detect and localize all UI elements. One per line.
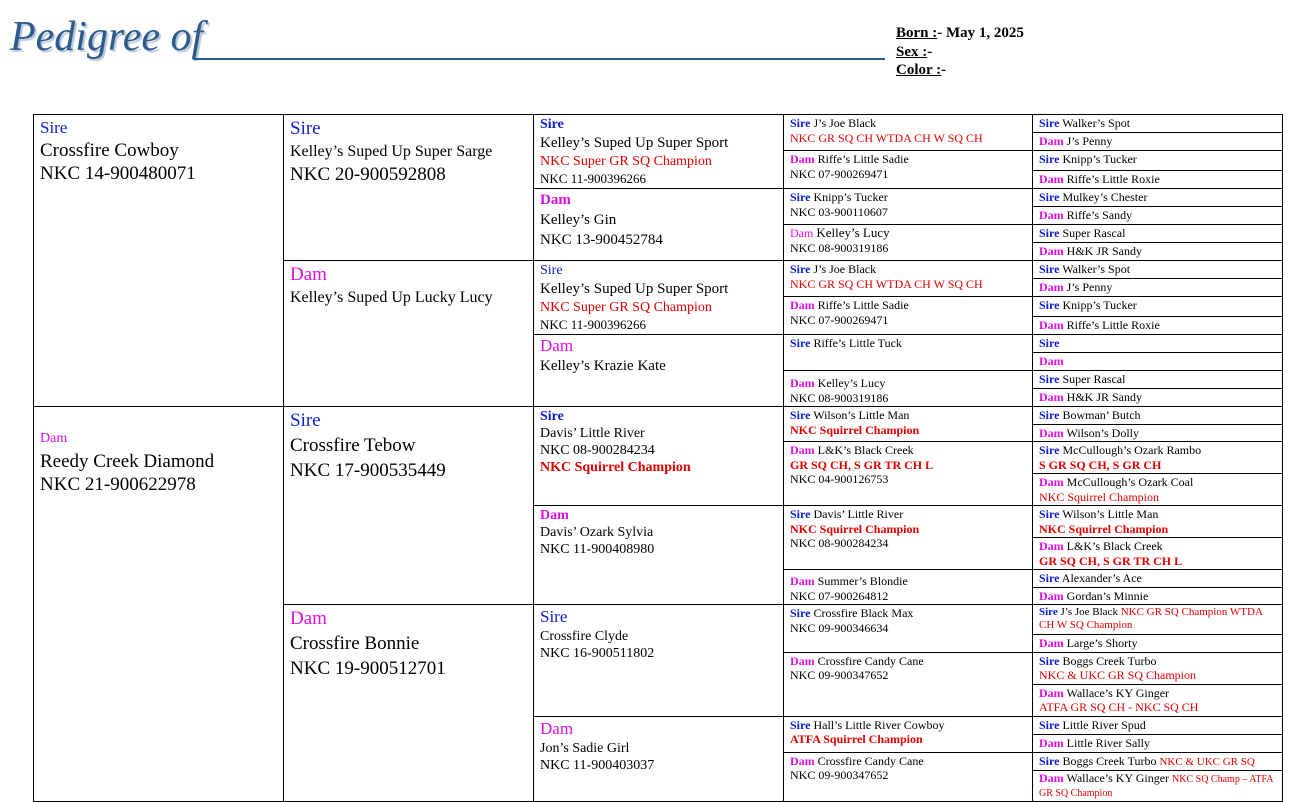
color-value: - [941, 62, 947, 78]
sire-label: Sire [790, 408, 811, 422]
g5-title: NKC Squirrel Champion [1039, 521, 1169, 536]
dam-label: Dam [790, 653, 815, 668]
g4-title: NKC Squirrel Champion [790, 422, 920, 437]
g5-cell [1033, 133, 1283, 151]
g5-title: NKC Squirrel Champion [1039, 489, 1159, 504]
g5-name: Riffe’s Sandy [1066, 208, 1133, 222]
g5-cell [1033, 225, 1283, 243]
g5-title: NKC SQ Champ – ATFA GR SQ Champion [1039, 774, 1273, 799]
g5-cell [1033, 297, 1283, 317]
g4-cell [784, 442, 1033, 506]
sire-label: Sire [1039, 372, 1060, 386]
sire-label: Sire [540, 409, 564, 424]
dam-label: Dam [790, 753, 815, 768]
sire-label: Sire [1039, 443, 1060, 457]
g5-title: NKC GR SQ Champion WTDA CH W SQ Champion [1039, 606, 1263, 631]
dam-label: Dam [1039, 244, 1064, 258]
g4-reg: NKC 07-900269471 [790, 312, 889, 327]
g3-sss-cell [534, 115, 784, 189]
g2-dd-reg: NKC 19-900512701 [290, 658, 446, 679]
sire-label: Sire [790, 507, 811, 521]
g5-cell [1033, 261, 1283, 279]
sire-label: Sire [1039, 190, 1060, 204]
dam-label: Dam [790, 152, 815, 166]
g4-name: Wilson’s Little Man [813, 408, 910, 422]
g3-dss-cell [534, 407, 784, 506]
g5-cell [1033, 115, 1283, 133]
g5-name: Bowman’ Butch [1062, 408, 1141, 422]
sire-label: Sire [790, 717, 811, 732]
g4-reg: NKC 07-900264812 [790, 588, 889, 603]
g3-sds-cell [534, 261, 784, 335]
g4-reg: NKC 09-900347652 [790, 668, 889, 682]
name-blank-line [193, 58, 885, 60]
color-label: Color : [896, 62, 942, 78]
g5-title: ATFA GR SQ CH - NKC SQ CH [1039, 700, 1199, 714]
g5-cell [1033, 171, 1283, 189]
g4-name: Davis’ Little River [813, 507, 904, 521]
g4-cell [784, 225, 1033, 261]
g3-dds-cell [534, 605, 784, 717]
g5-name: J’s Penny [1066, 280, 1113, 294]
sire-label: Sire [1039, 298, 1060, 312]
g5-cell [1033, 771, 1283, 802]
g4-cell [784, 605, 1033, 653]
g5-title: NKC & UKC GR SQ [1159, 755, 1255, 768]
g1-sire-cell [34, 115, 284, 407]
g5-name: Wilson’s Dolly [1066, 425, 1139, 440]
dam-label: Dam [1039, 280, 1064, 294]
sire-label: Sire [40, 118, 68, 137]
dam-label: Dam [790, 226, 814, 240]
g4-name: Kelley’s Lucy [816, 225, 890, 240]
sire-label: Sire [1039, 408, 1060, 422]
g4-reg: NKC 07-900269471 [790, 166, 889, 181]
born-value: - May 1, 2025 [937, 25, 1024, 41]
pedigree-table [33, 114, 1283, 802]
g5-cell [1033, 243, 1283, 261]
dam-label: Dam [1039, 134, 1064, 148]
g5-cell [1033, 734, 1283, 752]
dam-label: Dam [790, 443, 815, 457]
dam-label: Dam [540, 718, 574, 738]
g5-cell [1033, 389, 1283, 407]
g5-cell [1033, 570, 1283, 588]
g4-cell [784, 716, 1033, 752]
g4-name: J’s Joe Black [813, 262, 877, 276]
g4-title: ATFA Squirrel Champion [790, 732, 923, 746]
g5-name: Walker’s Spot [1062, 116, 1131, 130]
g5-name: Knipp’s Tucker [1062, 152, 1137, 166]
g4-cell [784, 652, 1033, 716]
sire-label: Sire [1039, 116, 1060, 130]
g3-dds-reg: NKC 16-900511802 [540, 646, 655, 661]
g3-dss-name: Davis’ Little River [540, 426, 645, 441]
g1-dam-name: Reedy Creek Diamond [40, 451, 215, 472]
g3-ddd-reg: NKC 11-900403037 [540, 757, 655, 773]
g5-name: Riffe’s Little Roxie [1066, 172, 1160, 186]
g5-cell [1033, 279, 1283, 297]
g5-name: Super Rascal [1062, 372, 1126, 386]
g4-cell [784, 407, 1033, 442]
g1-sire-name: Crossfire Cowboy [40, 140, 179, 161]
sex-label: Sex : [896, 44, 928, 60]
sire-label: Sire [1039, 226, 1060, 240]
dam-label: Dam [1039, 318, 1064, 332]
g4-name: Kelley’s Lucy [817, 376, 886, 390]
dam-label: Dam [1039, 390, 1064, 404]
g4-name: Hall’s Little River Cowboy [813, 717, 945, 732]
sire-label: Sire [1039, 717, 1060, 732]
g4-title: NKC GR SQ CH WTDA CH W SQ CH [790, 276, 983, 291]
g5-name: J’s Penny [1066, 134, 1113, 148]
g5-cell [1033, 752, 1283, 771]
g3-ssd-cell [534, 189, 784, 261]
g3-sds-reg: NKC 11-900396266 [540, 317, 647, 332]
g4-title: NKC GR SQ CH WTDA CH W SQ CH [790, 130, 983, 145]
g2-dd-name: Crossfire Bonnie [290, 633, 420, 654]
dam-label: Dam [790, 376, 815, 390]
dam-label: Dam [290, 608, 327, 629]
dam-label: Dam [1039, 354, 1064, 368]
g5-cell [1033, 371, 1283, 389]
sire-label: Sire [1039, 571, 1060, 585]
g5-name: Mulkey’s Chester [1062, 190, 1148, 204]
g4-reg: NKC 08-900319186 [790, 390, 889, 405]
g3-ddd-cell [534, 716, 784, 802]
g2-ss-cell [284, 115, 534, 261]
g5-name: Riffe’s Little Roxie [1066, 318, 1160, 332]
g5-name: J’s Joe Black [1060, 606, 1118, 618]
born-field [896, 24, 1024, 42]
g4-reg: NKC 04-900126753 [790, 472, 889, 486]
born-label: Born : [896, 25, 938, 41]
g5-cell [1033, 635, 1283, 653]
g3-dss-reg: NKC 08-900284234 [540, 443, 655, 458]
sire-label: Sire [1039, 262, 1060, 276]
sire-label: Sire [540, 607, 568, 626]
g4-title: GR SQ CH, S GR TR CH L [790, 457, 934, 472]
g3-dsd-name: Davis’ Ozark Sylvia [540, 525, 654, 540]
g3-sss-reg: NKC 11-900396266 [540, 171, 647, 186]
g4-name: Crossfire Candy Cane [817, 653, 924, 668]
sire-label: Sire [1039, 606, 1058, 618]
g4-name: Crossfire Black Max [813, 606, 914, 620]
g3-dss-title: NKC Squirrel Champion [540, 460, 691, 475]
g2-dd-cell [284, 605, 534, 802]
g5-cell [1033, 353, 1283, 371]
sire-label: Sire [790, 606, 811, 620]
g4-reg: NKC 08-900319186 [790, 240, 889, 255]
dam-label: Dam [540, 508, 569, 523]
g4-reg: NKC 09-900347652 [790, 768, 889, 782]
page-title: Pedigree of [10, 14, 204, 60]
g5-cell [1033, 684, 1283, 716]
g5-name: Little River Sally [1066, 735, 1150, 750]
g4-name: Summer’s Blondie [817, 574, 908, 588]
g5-cell [1033, 605, 1283, 635]
g3-sds-title: NKC Super GR SQ Champion [540, 300, 712, 315]
g5-cell [1033, 407, 1283, 425]
g5-cell [1033, 335, 1283, 353]
g2-ds-cell [284, 407, 534, 605]
sire-label: Sire [1039, 653, 1060, 668]
g4-reg: NKC 03-900110607 [790, 204, 888, 219]
g4-cell [784, 151, 1033, 189]
g4-name: J’s Joe Black [813, 116, 877, 130]
g1-dam-reg: NKC 21-900622978 [40, 474, 196, 495]
g5-name: H&K JR Sandy [1066, 244, 1143, 258]
dam-label: Dam [1039, 425, 1064, 440]
g5-name: McCullough’s Ozark Coal [1066, 475, 1194, 489]
dam-label: Dam [1039, 475, 1064, 489]
dam-label: Dam [290, 264, 327, 285]
g4-title: NKC Squirrel Champion [790, 521, 920, 536]
g5-title: NKC & UKC GR SQ Champion [1039, 668, 1197, 682]
sire-label: Sire [540, 117, 564, 132]
g5-cell [1033, 207, 1283, 225]
g2-sd-cell [284, 261, 534, 407]
g4-cell [784, 115, 1033, 151]
dam-label: Dam [1039, 588, 1064, 603]
dam-label: Dam [1039, 539, 1064, 553]
g5-cell [1033, 538, 1283, 570]
g5-cell [1033, 587, 1283, 605]
g3-ssd-name: Kelley’s Gin [540, 212, 617, 228]
dam-label: Dam [40, 431, 68, 446]
g5-name: Wilson’s Little Man [1062, 507, 1159, 521]
g4-cell [784, 297, 1033, 335]
g3-sss-name: Kelley’s Suped Up Super Sport [540, 135, 729, 151]
sire-label: Sire [790, 116, 811, 130]
g5-cell [1033, 189, 1283, 207]
g4-name: Knipp’s Tucker [813, 190, 888, 204]
sex-value: - [927, 44, 933, 60]
g3-sdd-cell [534, 335, 784, 407]
dam-label: Dam [1039, 735, 1064, 750]
g3-sss-title: NKC Super GR SQ Champion [540, 154, 712, 169]
g4-cell [784, 261, 1033, 297]
g5-cell [1033, 424, 1283, 442]
sire-label: Sire [1039, 336, 1060, 350]
color-field [896, 61, 946, 79]
g3-dds-name: Crossfire Clyde [540, 629, 629, 644]
g3-ddd-name: Jon’s Sadie Girl [540, 740, 630, 756]
g5-name: Large’s Shorty [1066, 636, 1138, 650]
sire-label: Sire [1039, 152, 1060, 166]
g4-name: L&K’s Black Creek [817, 443, 914, 457]
g5-title: S GR SQ CH, S GR CH [1039, 457, 1162, 472]
sire-label: Sire [1039, 507, 1060, 521]
g4-cell [784, 371, 1033, 407]
sire-label: Sire [290, 118, 321, 139]
g2-sd-name: Kelley’s Suped Up Lucky Lucy [290, 289, 493, 306]
sire-label: Sire [1039, 753, 1060, 768]
sire-label: Sire [790, 262, 811, 276]
g2-ss-name: Kelley’s Suped Up Super Sarge [290, 143, 493, 160]
g5-cell [1033, 716, 1283, 734]
dam-label: Dam [1039, 208, 1064, 222]
g2-ss-reg: NKC 20-900592808 [290, 164, 446, 185]
g5-name: Alexander’s Ace [1061, 571, 1142, 585]
g2-ds-reg: NKC 17-900535449 [290, 460, 446, 481]
g5-name: Knipp’s Tucker [1062, 298, 1137, 312]
g5-name: Gordan’s Minnie [1066, 588, 1149, 603]
dam-label: Dam [790, 574, 815, 588]
g5-cell [1033, 442, 1283, 474]
g4-cell [784, 506, 1033, 570]
g3-sds-name: Kelley’s Suped Up Super Sport [540, 281, 729, 297]
g5-name: Wallace’s KY Ginger [1066, 685, 1170, 700]
g5-cell [1033, 151, 1283, 171]
g4-name: Riffe’s Little Tuck [813, 336, 902, 350]
g2-ds-name: Crossfire Tebow [290, 435, 416, 456]
g4-cell [784, 752, 1033, 802]
g5-title: GR SQ CH, S GR TR CH L [1039, 553, 1183, 568]
g4-name: Riffe’s Little Sadie [817, 152, 909, 166]
g4-cell [784, 335, 1033, 371]
g5-name: Little River Spud [1062, 717, 1146, 732]
g3-ssd-reg: NKC 13-900452784 [540, 232, 663, 248]
g5-cell [1033, 652, 1283, 684]
g3-sdd-name: Kelley’s Krazie Kate [540, 358, 666, 374]
dam-label: Dam [540, 192, 571, 208]
g5-name: Boggs Creek Turbo [1062, 653, 1157, 668]
dam-label: Dam [1039, 771, 1064, 785]
g4-reg: NKC 08-900284234 [790, 536, 889, 550]
g4-cell [784, 570, 1033, 605]
sex-field [896, 43, 932, 61]
g3-dsd-reg: NKC 11-900408980 [540, 542, 655, 557]
g5-name: McCullough’s Ozark Rambo [1062, 443, 1202, 457]
g4-name: Riffe’s Little Sadie [817, 298, 909, 312]
g5-name: Wallace’s KY Ginger [1066, 771, 1170, 785]
dam-label: Dam [540, 336, 574, 355]
sire-label: Sire [790, 336, 811, 350]
g4-cell [784, 189, 1033, 225]
g5-name: Boggs Creek Turbo [1062, 753, 1157, 768]
g4-reg: NKC 09-900346634 [790, 620, 889, 635]
sire-label: Sire [790, 190, 811, 204]
g5-name: L&K’s Black Creek [1066, 539, 1163, 553]
g5-cell [1033, 317, 1283, 335]
g5-name: H&K JR Sandy [1066, 390, 1143, 404]
dam-label: Dam [1039, 636, 1064, 650]
dam-label: Dam [1039, 172, 1064, 186]
dam-label: Dam [1039, 685, 1064, 700]
g5-cell [1033, 474, 1283, 506]
g1-dam-cell [34, 407, 284, 802]
g3-dsd-cell [534, 506, 784, 605]
g5-name: Walker’s Spot [1062, 262, 1131, 276]
g1-sire-reg: NKC 14-900480071 [40, 163, 196, 184]
g5-name: Super Rascal [1062, 226, 1126, 240]
g4-name: Crossfire Candy Cane [817, 753, 924, 768]
sire-label: Sire [290, 410, 321, 431]
g5-cell [1033, 506, 1283, 538]
dam-label: Dam [790, 298, 815, 312]
sire-label: Sire [540, 263, 563, 278]
